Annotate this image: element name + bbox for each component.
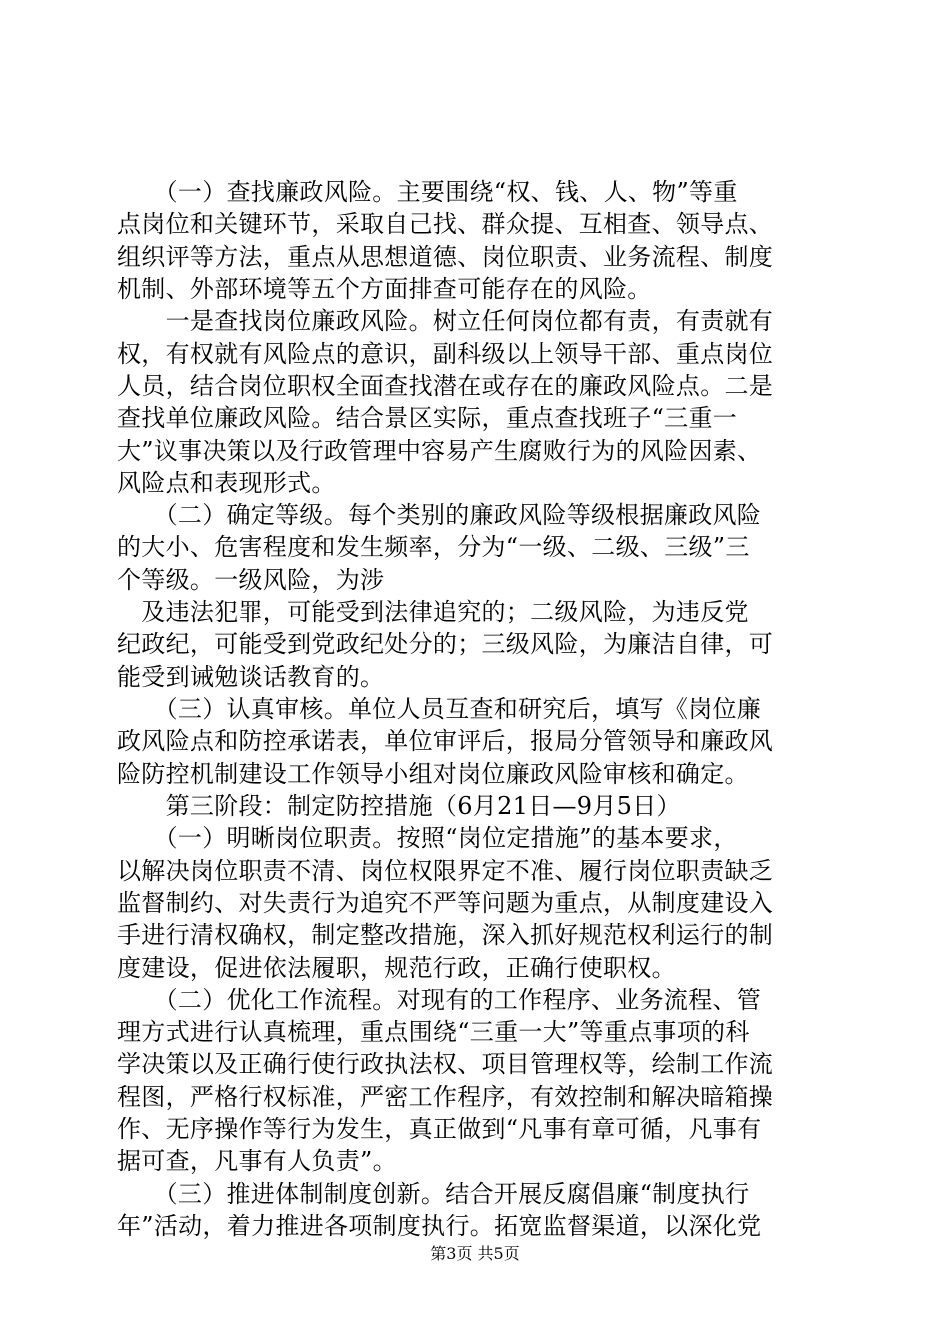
text-line: 大”议事决策以及行政管理中容易产生腐败行为的风险因素、 [117,437,762,465]
text-line: 以解决岗位职责不清、岗位权限界定不准、履行岗位职责缺乏 [117,857,774,885]
text-line: 人员，结合岗位职权全面查找潜在或存在的廉政风险点。二是 [117,372,774,400]
text-line: 的大小、危害程度和发生频率，分为“一级、二级、三级”三 [117,533,750,561]
text-line: 个等级。一级风险，为涉 [117,566,385,594]
text-line: 手进行清权确权，制定整改措施，深入抓好规范权利运行的制 [117,921,774,949]
text-line: 机制、外部环境等五个方面排查可能存在的风险。 [117,275,652,303]
text-line: 一是查找岗位廉政风险。树立任何岗位都有责，有责就有 [117,307,774,335]
text-line: （二）确定等级。每个类别的廉政风险等级根据廉政风险 [117,501,762,529]
text-line: 能受到诫勉谈话教育的。 [117,663,385,691]
section-heading: 第三阶段：制定防控措施（6月21日—9月5日） [117,792,681,820]
text-line: 点岗位和关键环节，采取自己找、群众提、互相查、领导点、 [117,210,774,238]
text-line: 理方式进行认真梳理，重点围绕“三重一大”等重点事项的科 [117,1018,750,1046]
text-line: （一）查找廉政风险。主要围绕“权、钱、人、物”等重 [117,178,738,206]
text-line: （二）优化工作流程。对现有的工作程序、业务流程、管 [117,986,762,1014]
text-line: 年”活动，着力推进各项制度执行。拓宽监督渠道，以深化党 [117,1212,762,1240]
text-line: 风险点和表现形式。 [117,469,336,497]
text-line: 组织评等方法，重点从思想道德、岗位职责、业务流程、制度 [117,243,774,271]
text-line: 程图，严格行权标准，严密工作程序，有效控制和解决暗箱操 [117,1083,774,1111]
text-line: 查找单位廉政风险。结合景区实际，重点查找班子“三重一 [117,404,738,432]
text-line: 及违法犯罪，可能受到法律追究的；二级风险，为违反党 [117,598,749,626]
text-line: 作、无序操作等行为发生，真正做到“凡事有章可循，凡事有 [117,1115,762,1143]
text-line: 权，有权就有风险点的意识，副科级以上领导干部、重点岗位 [117,340,774,368]
text-line: 险防控机制建设工作领导小组对岗位廉政风险审核和确定。 [117,760,749,788]
text-line: （一）明晰岗位职责。按照“岗位定措施”的基本要求， [117,824,738,852]
text-line: 纪政纪，可能受到党政纪处分的；三级风险，为廉洁自律，可 [117,630,774,658]
page-number-footer: 第3页 共5页 [430,1244,520,1263]
text-line: 监督制约、对失责行为追究不严等问题为重点，从制度建设入 [117,889,774,917]
text-line: 据可查，凡事有人负责”。 [117,1147,397,1175]
text-line: 度建设，促进依法履职，规范行政，正确行使职权。 [117,954,676,982]
text-line: （三）认真审核。单位人员互查和研究后，填写《岗位廉 [117,695,762,723]
text-line: 政风险点和防控承诺表，单位审评后，报局分管领导和廉政风 [117,727,774,755]
text-line: 学决策以及正确行使行政执法权、项目管理权等，绘制工作流 [117,1050,774,1078]
text-line: （三）推进体制制度创新。结合开展反腐倡廉“制度执行 [117,1180,750,1208]
